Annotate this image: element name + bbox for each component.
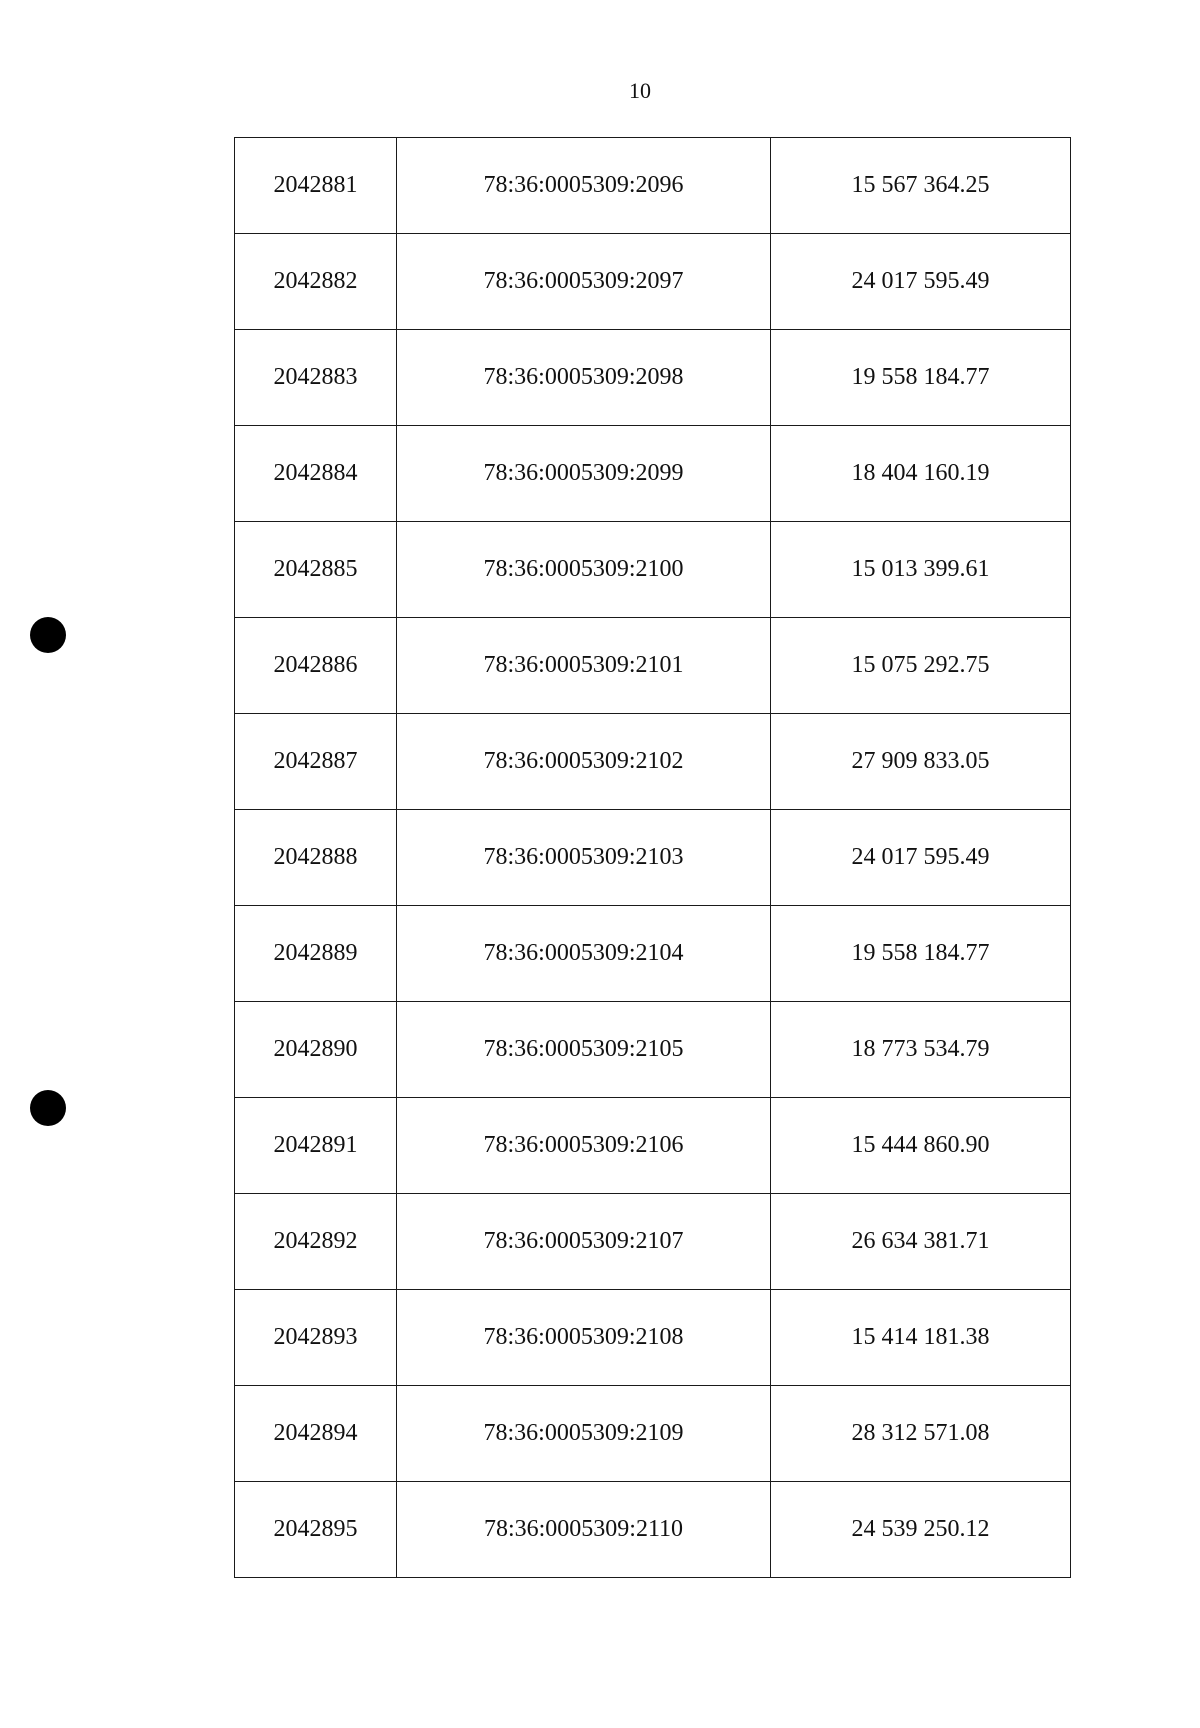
row-id-cell: 2042892 [235,1194,397,1290]
table-row [235,234,1071,330]
row-id-cell: 2042881 [235,138,397,234]
cadastral-value-cell: 15 414 181.38 [771,1290,1071,1386]
row-id-cell: 2042885 [235,522,397,618]
cadastral-value-cell: 19 558 184.77 [771,906,1071,1002]
row-id-cell: 2042889 [235,906,397,1002]
cadastral-number-cell: 78:36:0005309:2109 [397,1386,771,1482]
cadastral-number-cell: 78:36:0005309:2104 [397,906,771,1002]
table-row [235,1482,1071,1578]
cadastral-value-cell: 18 404 160.19 [771,426,1071,522]
cadastral-value-cell: 15 567 364.25 [771,138,1071,234]
cadastral-number-cell: 78:36:0005309:2106 [397,1098,771,1194]
row-id-cell: 2042888 [235,810,397,906]
cadastral-number-cell: 78:36:0005309:2101 [397,618,771,714]
cadastral-value-cell: 28 312 571.08 [771,1386,1071,1482]
cadastral-value-table [234,137,1071,1578]
table-row [235,714,1071,810]
cadastral-value-cell: 24 017 595.49 [771,234,1071,330]
row-id-cell: 2042882 [235,234,397,330]
punch-hole-mark [30,617,66,653]
cadastral-value-cell: 15 075 292.75 [771,618,1071,714]
cadastral-value-cell: 15 444 860.90 [771,1098,1071,1194]
table-row [235,810,1071,906]
row-id-cell: 2042895 [235,1482,397,1578]
cadastral-number-cell: 78:36:0005309:2102 [397,714,771,810]
cadastral-value-cell: 24 539 250.12 [771,1482,1071,1578]
row-id-cell: 2042883 [235,330,397,426]
table-row [235,1290,1071,1386]
cadastral-value-cell: 18 773 534.79 [771,1002,1071,1098]
cadastral-number-cell: 78:36:0005309:2107 [397,1194,771,1290]
cadastral-number-cell: 78:36:0005309:2100 [397,522,771,618]
table-row [235,1098,1071,1194]
row-id-cell: 2042890 [235,1002,397,1098]
table-row [235,906,1071,1002]
row-id-cell: 2042894 [235,1386,397,1482]
cadastral-number-cell: 78:36:0005309:2098 [397,330,771,426]
table-row [235,522,1071,618]
cadastral-number-cell: 78:36:0005309:2097 [397,234,771,330]
table-row [235,1194,1071,1290]
row-id-cell: 2042886 [235,618,397,714]
cadastral-number-cell: 78:36:0005309:2105 [397,1002,771,1098]
cadastral-value-cell: 27 909 833.05 [771,714,1071,810]
table-row [235,618,1071,714]
cadastral-value-cell: 19 558 184.77 [771,330,1071,426]
table-row [235,138,1071,234]
row-id-cell: 2042893 [235,1290,397,1386]
table-row [235,426,1071,522]
table-row [235,330,1071,426]
cadastral-number-cell: 78:36:0005309:2096 [397,138,771,234]
punch-hole-mark [30,1090,66,1126]
table-row [235,1386,1071,1482]
row-id-cell: 2042887 [235,714,397,810]
cadastral-value-cell: 24 017 595.49 [771,810,1071,906]
row-id-cell: 2042891 [235,1098,397,1194]
page-number: 10 [629,78,651,103]
table-row [235,1002,1071,1098]
cadastral-value-cell: 26 634 381.71 [771,1194,1071,1290]
table-body [235,138,1071,1578]
cadastral-number-cell: 78:36:0005309:2110 [397,1482,771,1578]
row-id-cell: 2042884 [235,426,397,522]
cadastral-number-cell: 78:36:0005309:2103 [397,810,771,906]
cadastral-value-cell: 15 013 399.61 [771,522,1071,618]
cadastral-number-cell: 78:36:0005309:2108 [397,1290,771,1386]
cadastral-number-cell: 78:36:0005309:2099 [397,426,771,522]
